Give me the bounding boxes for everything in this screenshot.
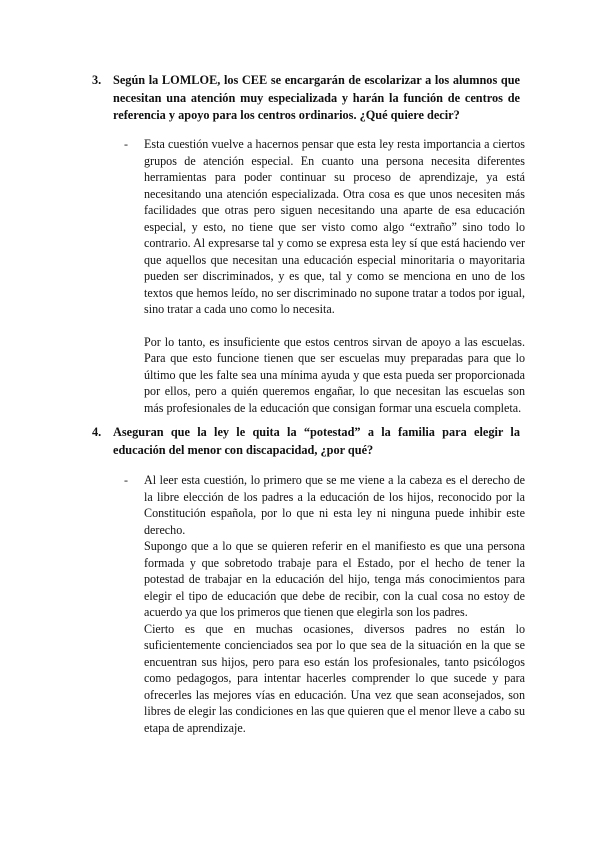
question-3-number: 3. — [92, 73, 102, 87]
question-4-heading — [92, 424, 520, 459]
question-4-paragraph-3: Cierto es que en muchas ocasiones, diversos padres no están lo suficientemente concienciados sea por lo que sea de la situación en la que se encuentran sus hijos, pero para eso están los profesionales, tanto psicólogos como pedagogos, para intentar hacerles comprender lo que sucede y para ofrecerles las mejores vías en educación. Una vez que sean aconsejados, son libres de elegir las condiciones en las que quieren que el menor lleve a cabo su etapa de aprendizaje. — [144, 621, 525, 735]
question-4-number: 4. — [92, 425, 102, 439]
question-4-bullet: - — [124, 473, 128, 487]
question-3-heading — [92, 72, 520, 125]
question-4-paragraph-1: Al leer esta cuestión, lo primero que se me viene a la cabeza es el derecho de la libre elección de los padres a la educación de los hijos, reconocido por la Constitución española, por lo que ni esta ley ni ninguna puede inhibir este derecho. — [144, 473, 525, 537]
question-4-paragraph-2: Supongo que a lo que se quieren referir en el manifiesto es que una persona formada y que sobretodo trabaje para el Estado, por el hecho de tener la potestad de trabajar en la educación del hijo, tenga más conocimientos para elegir el tipo de educación que debe de recibir, con la cual cosa no estoy de acuerdo ya que los primeros que tienen que elegirla son los padres. — [144, 539, 525, 619]
question-3-title: Según la LOMLOE, los CEE se encargarán de escolarizar a los alumnos que necesitan una atención muy especializada y harán la función de centros de referencia y apoyo para los centros ordinarios. ¿Qué quiere decir? — [113, 73, 520, 122]
question-3-bullet: - — [124, 137, 128, 151]
question-3-paragraph-2: Por lo tanto, es insuficiente que estos centros sirvan de apoyo a las escuelas. Para que esto funcione tienen que ser escuelas muy preparadas para que lo último que les falte sea una mínima ayuda y que esta pueda ser proporcionada por ellos, pero a quién queremos engañar, lo que necesitan las escuelas son más profesionales de la educación que consigan formar una escuela completa. — [144, 334, 525, 415]
question-3-answer — [144, 136, 525, 416]
question-4-answer — [144, 472, 525, 736]
question-4-title: Aseguran que la ley le quita la “potestad” a la familia para elegir la educación del menor con discapacidad, ¿por qué? — [113, 425, 520, 457]
question-3-paragraph-1: Esta cuestión vuelve a hacernos pensar que esta ley resta importancia a ciertos grupos de atención especial. En cuanto una persona necesita diferentes herramientas para poder continuar su proceso de aprendizaje, ya está necesitando una atención especializada. Otra cosa es que unos necesiten más facilidades que otras pero siguen necesitando una aparte de esa educación especial, y esto, no tiene que ser visto como algo “extraño” sino todo lo contrario. Al expresarse tal y como se expresa esta ley sí que está haciendo ver que aquellos que necesitan una educación especial minoritaria o mayoritaria pueden ser discriminados, y es que, tal y como se menciona en uno de los textos que hemos leído, no ser discriminado no supone tratar a todos por igual, sino tratar a cada uno como lo necesita. — [144, 137, 525, 316]
